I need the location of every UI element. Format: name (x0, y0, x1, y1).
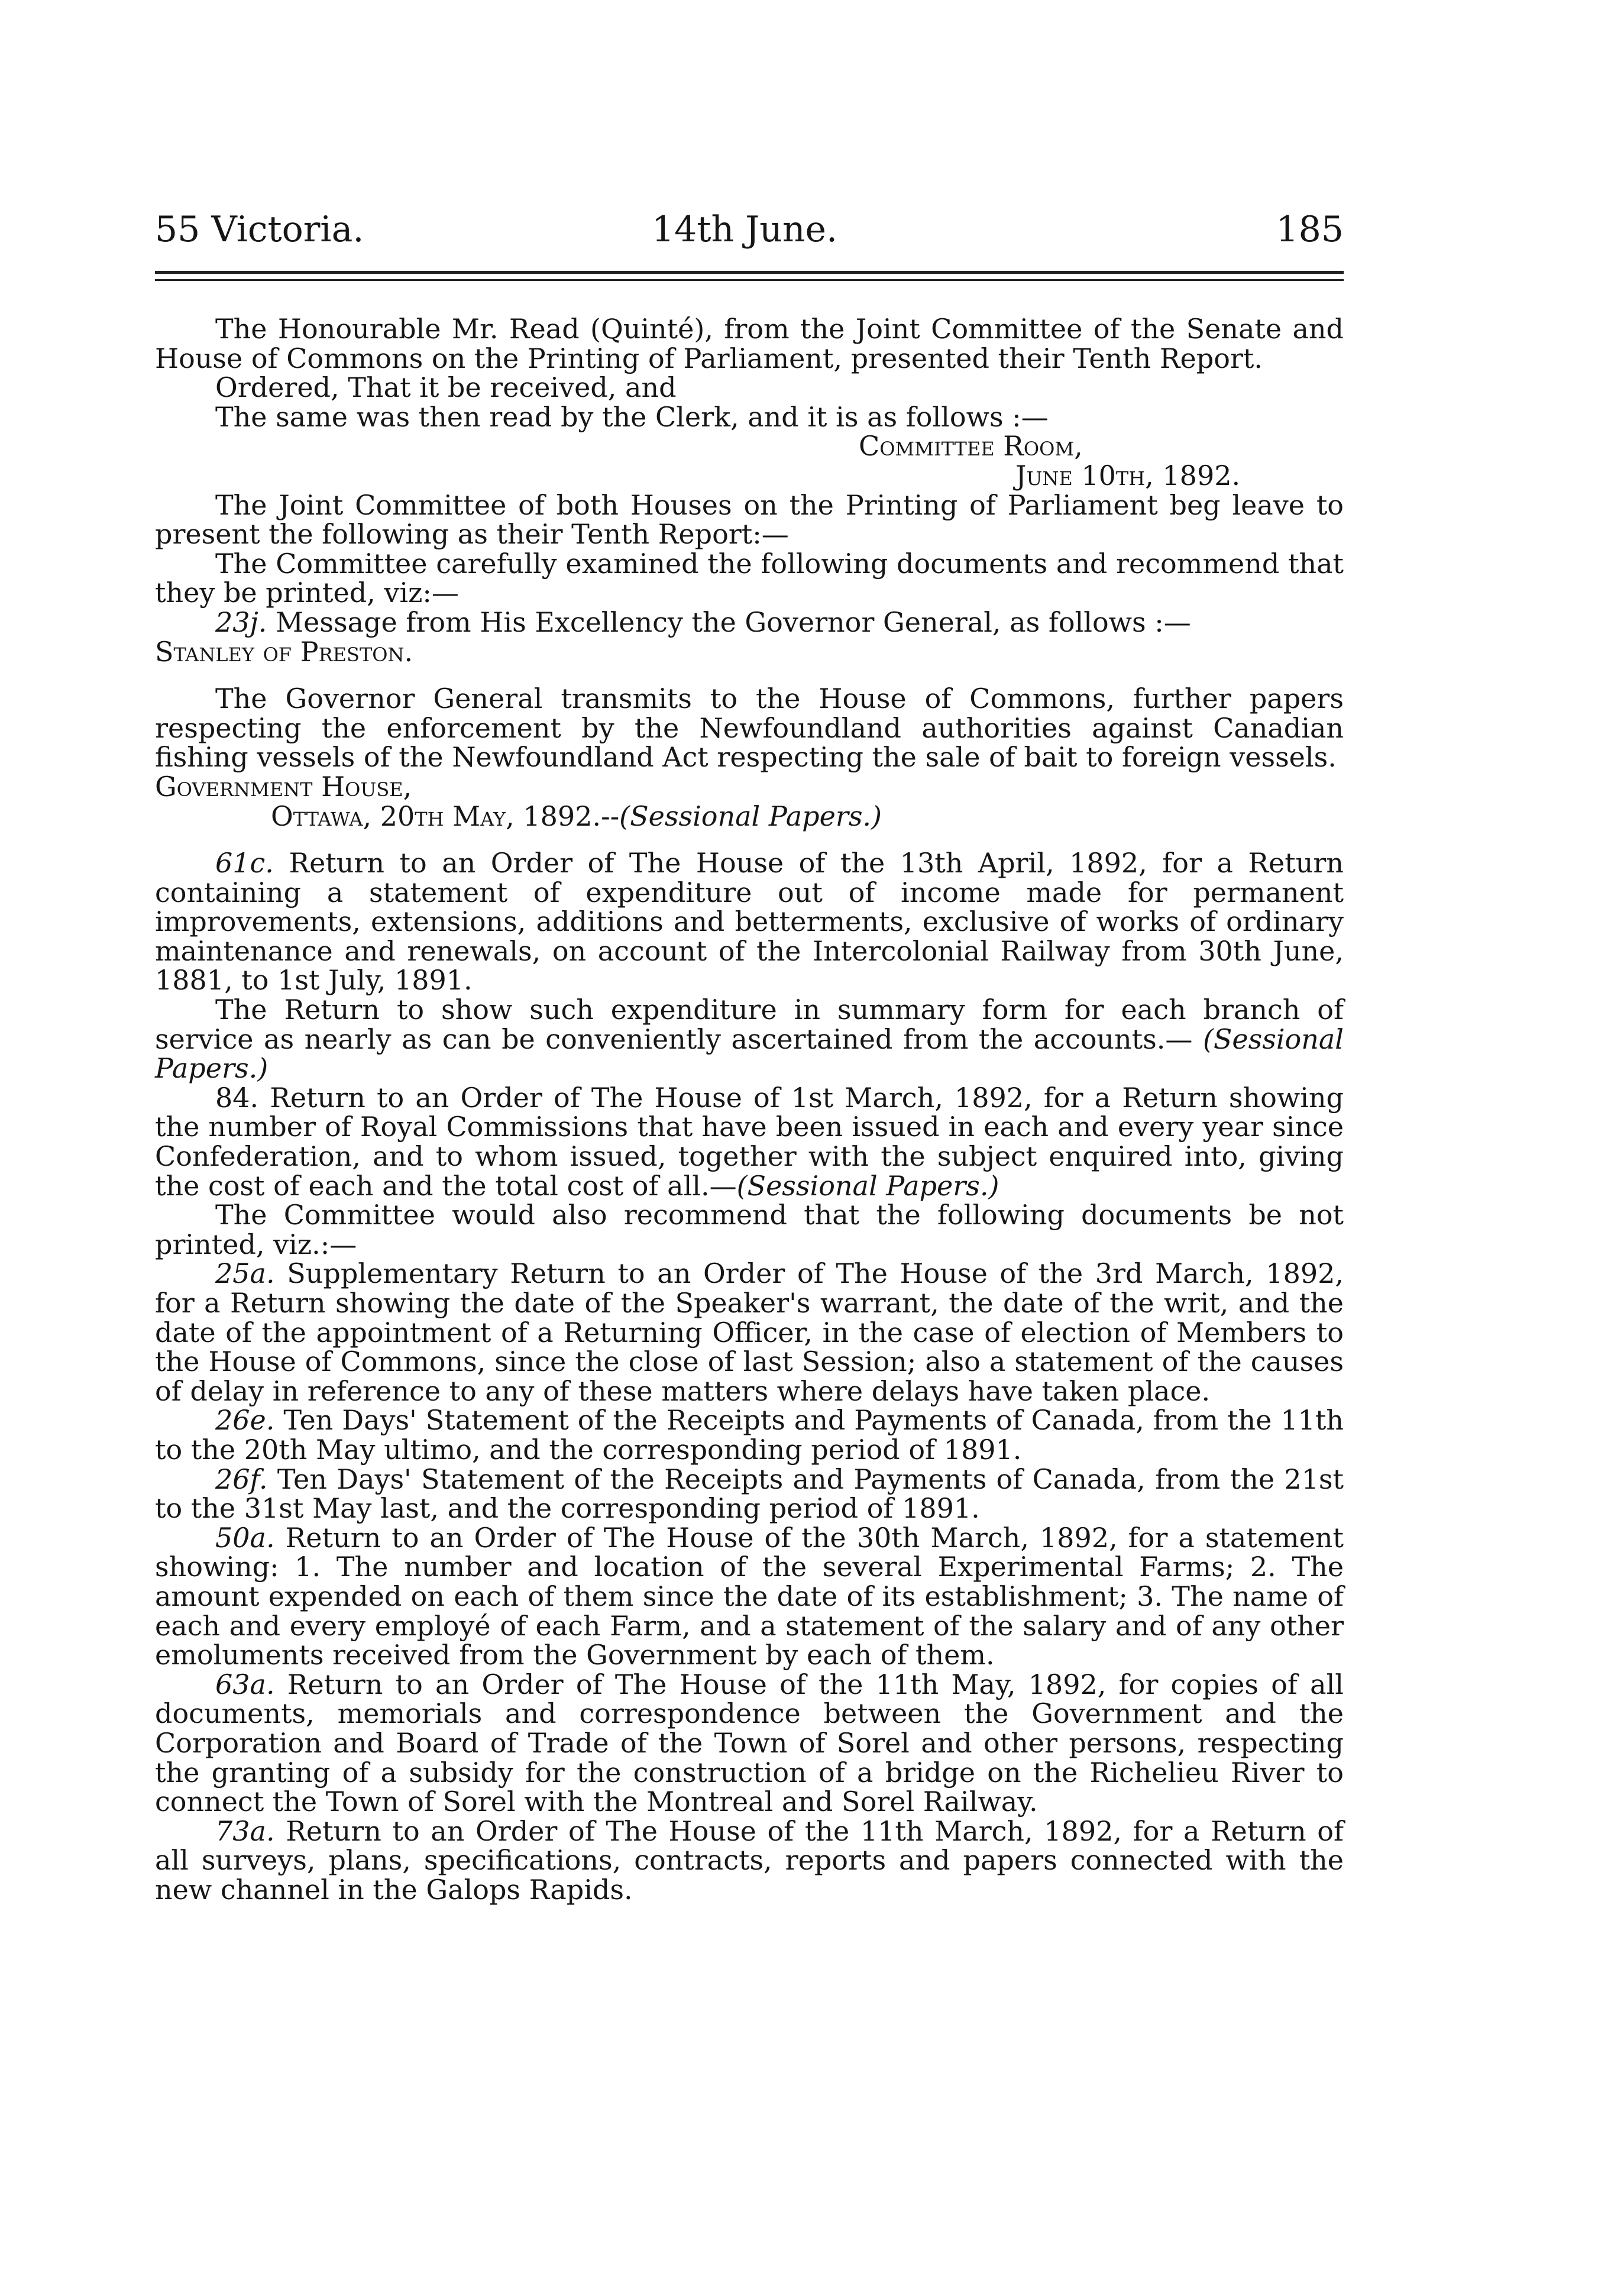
list-item (155, 1081, 1344, 1202)
header-rule-thick (155, 271, 1344, 274)
sessional-ref: (Sessional Papers.) (736, 1169, 999, 1202)
intro-ordered: Ordered, That it be received, and (215, 371, 677, 404)
list-item (155, 1817, 1344, 1905)
date-label: 14th June. (652, 209, 838, 250)
list-item (155, 1406, 1344, 1464)
intro-read: The same was then read by the Clerk, and it is as follows :— (215, 400, 1049, 433)
item-number: 63a. (215, 1668, 275, 1700)
header-rule-thin (155, 279, 1344, 281)
page-header (155, 206, 1344, 253)
list-item (155, 1259, 1344, 1406)
intro-presented: The Honourable Mr. Read (Quinté), from the Joint Committee of the Senate and House of Commons on the Printing of Parliament, presented their Tenth Report. (155, 313, 1344, 374)
sessional-ref: (Sessional Papers.) (619, 800, 882, 832)
list-item (155, 995, 1344, 1084)
item-number: 61c. (215, 847, 274, 879)
item-number: 50a. (215, 1521, 275, 1554)
not-printed-intro: The Committee would also recommend that the following documents be not printed, viz.:— (155, 1199, 1344, 1260)
message-signature: Stanley of Preston. (155, 635, 413, 668)
item-number: 23j. (215, 606, 267, 638)
item-text: Ten Days' Statement of the Receipts and Payments of Canada, from the 11th to the 20th May ultimo, and the corresponding period of 1891. (155, 1404, 1344, 1466)
sessional-ref: (Sessional Papers.) (155, 1023, 1344, 1085)
report-opening: The Joint Committee of both Houses on the Printing of Parliament beg leave to present the following as their Tenth Report:— (155, 489, 1344, 551)
page-number: 185 (1276, 209, 1344, 250)
item-text: Return to an Order of The House of the 13th April, 1892, for a Return containing a statement of expenditure out of income made for permanent improvements, extensions, additions and betterments, exclusive of works of ordinary maintenance and renewals, on account of the Intercolonial Railway from 30th June, 1881, to 1st July, 1891. (155, 847, 1344, 997)
message-city-date: Ottawa, 20th May, 1892.--(Sessional Papers.) (271, 800, 882, 832)
item-text: Return to an Order of The House of the 30th March, 1892, for a statement showing: 1. The number and location of the several Experimental Farms; 2. The amount expended on each of them since the date of its establishment; 3. The name of each and every employé of each Farm, and a statement of the salary and of any other emoluments received from the Government by each of them. (155, 1521, 1344, 1671)
message-23j (155, 608, 1344, 638)
item-text: Ten Days' Statement of the Receipts and Payments of Canada, from the 21st to the 31st May last, and the corresponding period of 1891. (155, 1463, 1344, 1525)
page-body (155, 315, 1344, 1904)
item-text: The Return to show such expenditure in summary form for each branch of service as nearly as can be conveniently ascertained from the accounts.— (155, 994, 1344, 1055)
item-text: Supplementary Return to an Order of The House of the 3rd March, 1892, for a Return showing the date of the Speaker's warrant, the date of the writ, and the date of the appointment of a Returning Officer, in the case of election of Members to the House of Commons, since the close of last Session; also a statement of the causes of delay in reference to any of these matters where delays have taken place. (155, 1257, 1344, 1407)
session-label: 55 Victoria. (155, 209, 364, 250)
report-place: Committee Room, (859, 430, 1083, 463)
report-recommend-print: The Committee carefully examined the following documents and recommend that they be printed, viz:— (155, 547, 1344, 609)
item-text: Return to an Order of The House of the 11th March, 1892, for a Return of all surveys, plans, specifications, contracts, reports and papers connected with the new channel in the Galops Rapids. (155, 1815, 1344, 1906)
item-number: 25a. (215, 1257, 275, 1290)
list-item (155, 849, 1344, 995)
item-number: 26f. (215, 1463, 268, 1495)
item-text: Return to an Order of The House of 1st March, 1892, for a Return showing the number of Royal Commissions that have been issued in each and every year since Confederation, and to whom issued, together with the subject enquired into, giving the cost of each and the total cost of all.— (155, 1081, 1344, 1202)
list-item (155, 1521, 1344, 1671)
message-body: The Governor General transmits to the House of Commons, further papers respecting the enforcement by the Newfoundland authorities against Canadian fishing vessels of the Newfoundland Act respecting the sale of bait to foreign vessels. (155, 683, 1344, 774)
message-place: Government House, (155, 770, 412, 803)
item-text: Return to an Order of The House of the 11th May, 1892, for copies of all documents, memorials and correspondence between the Government and the Corporation and Board of Trade of the Town of Sorel and other persons, respecting the granting of a subsidy for the construction of a bridge on the Richelieu River to connect the Town of Sorel with the Montreal and Sorel Railway. (155, 1668, 1344, 1818)
item-text: Message from His Excellency the Governor General, as follows :— (276, 606, 1191, 638)
item-number: 26e. (215, 1404, 275, 1437)
item-number: 84. (215, 1081, 259, 1114)
list-item (155, 1465, 1344, 1524)
report-date: June 10th, 1892. (1015, 459, 1241, 491)
item-number: 73a. (215, 1815, 275, 1847)
list-item (155, 1670, 1344, 1817)
